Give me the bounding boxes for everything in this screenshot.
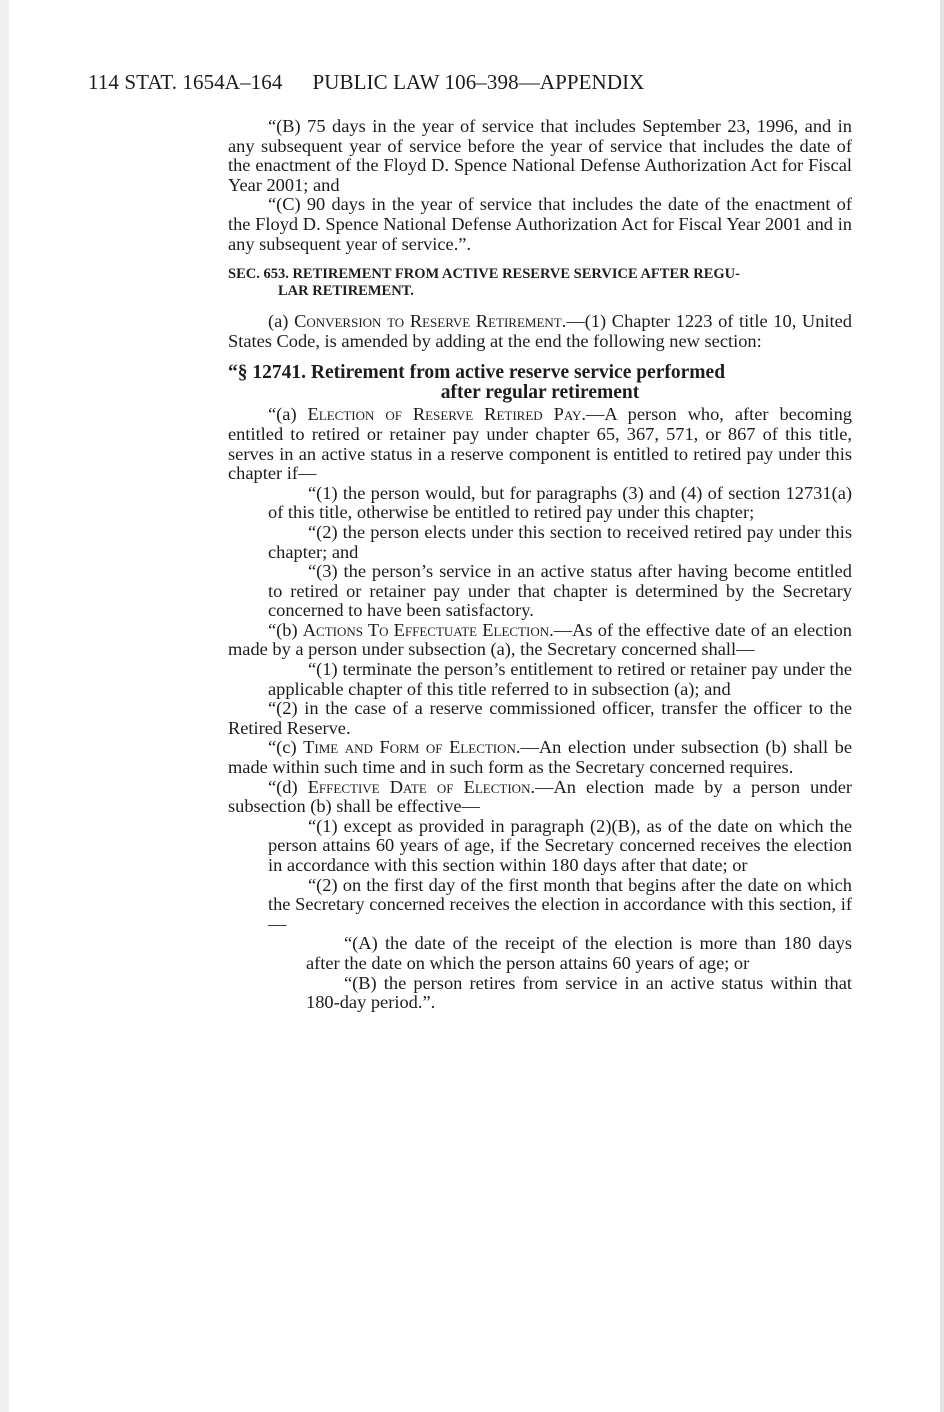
actions-b-text: —As of the effective date of an election made by a person under subsection (a), the Secretary concerned shall— <box>228 619 852 660</box>
actions-b-caption: Actions To Effectuate Election. <box>302 619 554 640</box>
paragraph-c-90-days: “(C) 90 days in the year of service that includes the date of the enactment of the Floyd D. Spence National Defense Authorization Act for Fiscal Year 2001 and in any subsequent year of service.”. <box>228 194 852 254</box>
time-c-prefix: “(c) <box>268 737 304 758</box>
time-c-text: —An election under subsection (b) shall be made within such time and in such form as the Secretary concerned requires. <box>228 737 853 778</box>
election-a-text: —A person who, after becoming entitled to retired or retainer pay under chapter 65, 367, 571, or 867 of this title, serves in an active status in a reserve component is entitled to retired pay under this chapter if— <box>228 404 852 484</box>
paragraph-b-75-days: “(B) 75 days in the year of service that includes September 23, 1996, and in any subsequent year of service before the year of service that includes the date of the enactment of the Floyd D. Spence National Defense Authorization Act for Fiscal Year 2001; and <box>228 116 852 195</box>
subsection-a-text: —(1) Chapter 1223 of title 10, United States Code, is amended by adding at the end the following new section: <box>228 311 852 351</box>
election-a-prefix: “(a) <box>268 404 308 425</box>
election-a-caption: Election of Reserve Retired Pay. <box>307 404 587 425</box>
paragraph-b-1: “(1) terminate the person’s entitlement to retired or retainer pay under the applicable chapter of this title referred to in subsection (a); and <box>268 659 852 699</box>
section-653-heading-line1: SEC. 653. RETIREMENT FROM ACTIVE RESERVE SERVICE AFTER REGU- <box>228 266 740 283</box>
subsection-a-caption: Conversion to Reserve Retirement. <box>294 311 567 332</box>
paragraph-a-1: “(1) the person would, but for paragraphs (3) and (4) of section 12731(a) of this title, otherwise be entitled to retired pay under this chapter; <box>268 482 852 523</box>
page-header <box>88 70 868 95</box>
section-653-heading-line2: LAR RETIREMENT. <box>278 283 414 300</box>
effective-d-caption: Effective Date of Election. <box>307 776 536 797</box>
subsection-b-actions <box>228 621 852 660</box>
paragraph-d-2-b: “(B) the person retires from service in an active status within that 180-day period.”. <box>306 972 852 1013</box>
section-653-heading <box>228 266 852 300</box>
section-12741-title-line1: “§ 12741. Retirement from active reserve service performed <box>228 362 726 384</box>
paragraph-b-2: “(2) in the case of a reserve commissioned officer, transfer the officer to the Retired Reserve. <box>228 698 852 738</box>
paragraph-d-2-a: “(A) the date of the receipt of the election is more than 180 days after the date on which the person attains 60 years of age; or <box>306 933 852 973</box>
paragraph-d-2: “(2) on the first day of the first month that begins after the date on which the Secretary concerned receives the election in accordance with this section, if— <box>268 874 852 934</box>
section-12741-title-line2: after regular retirement <box>440 382 640 404</box>
subsection-c-time <box>228 738 852 777</box>
paragraph-d-1: “(1) except as provided in paragraph (2)(B), as of the date on which the person attains 60 years of age, if the Secretary concerned receives the election in accordance with this section within 180 days after that date; or <box>268 815 852 875</box>
scan-left-edge <box>0 0 9 1412</box>
scan-right-edge <box>940 0 944 1412</box>
time-c-caption: Time and Form of Election. <box>303 737 521 758</box>
law-title: PUBLIC LAW 106–398—APPENDIX <box>312 70 645 94</box>
document-body <box>228 117 852 1013</box>
subsection-d-effective <box>228 778 852 817</box>
effective-d-prefix: “(d) <box>268 776 308 797</box>
actions-b-prefix: “(b) <box>268 619 303 640</box>
paragraph-a-3: “(3) the person’s service in an active status after having become entitled to retired or retainer pay under that chapter is determined by the Secretary concerned to have been satisfactory. <box>268 561 852 621</box>
subsection-a-election <box>228 405 852 483</box>
subsection-a-prefix: (a) <box>268 311 295 332</box>
page-reference: 114 STAT. 1654A–164 <box>88 70 283 94</box>
subsection-a-conversion <box>228 312 852 351</box>
effective-d-text: —An election made by a person under subsection (b) shall be effective— <box>228 776 852 817</box>
section-12741-title <box>228 363 852 403</box>
paragraph-a-2: “(2) the person elects under this section to received retired pay under this chapter; and <box>268 521 852 562</box>
